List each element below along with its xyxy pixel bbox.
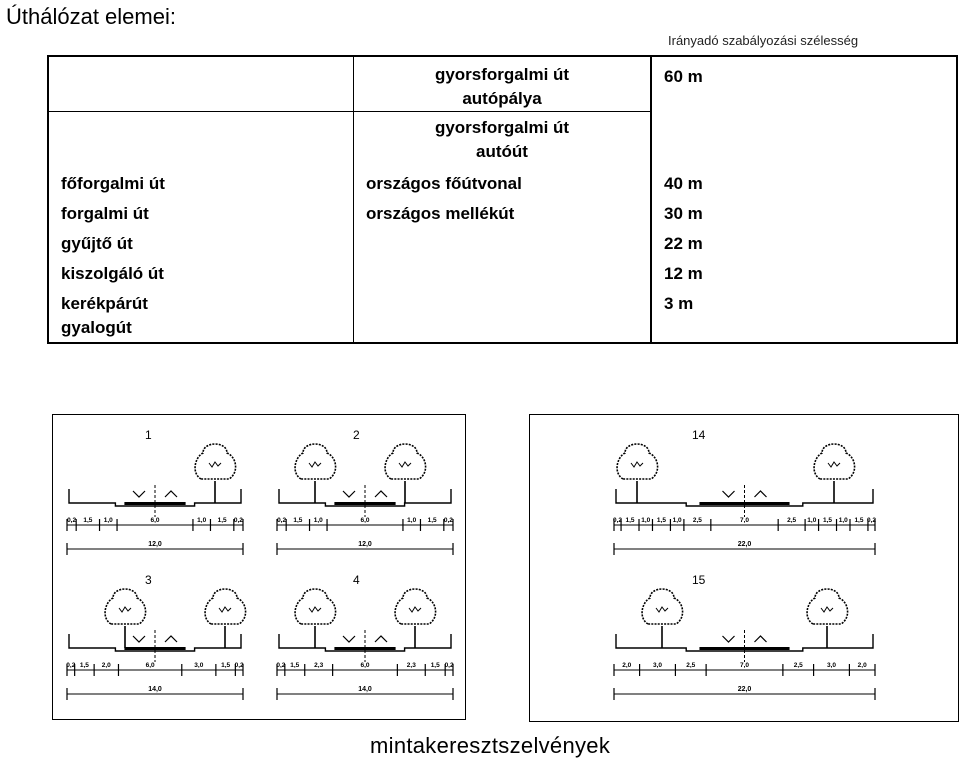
dimension-label: 2,5 <box>692 517 702 524</box>
tree-icon <box>395 589 436 648</box>
dimension-label: 2,5 <box>793 662 803 669</box>
dimension-label: 1,5 <box>823 517 833 524</box>
cross-section-1 <box>67 428 243 555</box>
section-number: 2 <box>353 428 360 442</box>
dimension-label: 0,2 <box>66 662 76 669</box>
dimension-label: 0,2 <box>276 662 286 669</box>
dimension-label: 0,2 <box>443 517 453 524</box>
row-category: gyűjtő út <box>48 226 354 256</box>
dimension-label: 1,5 <box>83 517 93 524</box>
road-hierarchy-table <box>47 55 958 344</box>
table-row <box>48 168 957 196</box>
dimension-label: 1,5 <box>854 517 864 524</box>
cross-section-15 <box>614 573 875 700</box>
dimension-label: 1,5 <box>290 662 300 669</box>
direction-arrow-icon <box>165 491 177 497</box>
row-type <box>354 256 652 286</box>
row-category <box>48 112 354 169</box>
cross-section-3 <box>66 573 245 700</box>
direction-arrow-icon <box>133 636 145 642</box>
type-line: gyorsforgalmi út <box>434 65 570 84</box>
row-type <box>354 226 652 256</box>
dimension-label: 2,0 <box>622 662 632 669</box>
dimension-label: 3,0 <box>652 662 663 669</box>
row-width: 3 m <box>664 294 694 313</box>
section-number: 14 <box>692 428 706 442</box>
dimension-label: 2,0 <box>101 662 111 669</box>
table-row <box>48 286 957 343</box>
width-column-header: Irányadó szabályozási szélesség <box>668 33 859 48</box>
dimension-label: 1,0 <box>641 517 651 524</box>
total-width-label: 14,0 <box>358 686 372 693</box>
dimension-label: 6,0 <box>145 662 155 669</box>
dimension-label: 2,0 <box>857 662 867 669</box>
dimension-label: 0,2 <box>67 517 77 524</box>
direction-arrow-icon <box>343 491 355 497</box>
dimension-label: 0,2 <box>277 517 287 524</box>
dimension-label: 1,0 <box>407 517 417 524</box>
direction-arrow-icon <box>375 491 387 497</box>
total-width-label: 12,0 <box>148 541 162 548</box>
type-line: autópálya <box>462 89 542 108</box>
row-type <box>354 112 652 169</box>
dimension-label: 1,0 <box>103 517 113 524</box>
figure-caption: mintakeresztszelvények <box>370 733 611 758</box>
table-row <box>48 196 957 226</box>
row-width: 12 m <box>664 264 703 283</box>
tree-icon <box>814 444 855 503</box>
tree-icon <box>105 589 146 648</box>
tree-icon <box>642 589 683 648</box>
cross-section-panel-left <box>52 414 466 720</box>
dimension-label: 1,5 <box>430 662 440 669</box>
row-width: 40 m <box>664 174 703 193</box>
tree-icon <box>205 589 246 648</box>
dimension-label: 6,0 <box>360 662 370 669</box>
dimension-label: 1,5 <box>427 517 437 524</box>
dimension-label: 1,5 <box>625 517 635 524</box>
cross-section-4 <box>276 573 454 700</box>
dimension-label: 0,2 <box>613 517 623 524</box>
section-number: 1 <box>145 428 152 442</box>
dimension-label: 2,3 <box>314 662 324 669</box>
direction-arrow-icon <box>375 636 387 642</box>
dimension-label: 2,3 <box>406 662 416 669</box>
category-line: kerékpárút <box>61 294 148 313</box>
direction-arrow-icon <box>343 636 355 642</box>
direction-arrow-icon <box>755 491 767 497</box>
dimension-label: 0,2 <box>233 517 243 524</box>
dimension-label: 1,0 <box>313 517 323 524</box>
section-number: 3 <box>145 573 152 587</box>
dimension-label: 1,0 <box>672 517 682 524</box>
row-category <box>48 56 354 112</box>
category-line: gyalogút <box>61 318 132 337</box>
row-category: forgalmi út <box>48 196 354 226</box>
direction-arrow-icon <box>755 636 767 642</box>
row-category: kiszolgáló út <box>48 256 354 286</box>
tree-icon <box>295 589 336 648</box>
dimension-label: 0,2 <box>866 517 876 524</box>
tree-icon <box>385 444 426 503</box>
tree-icon <box>807 589 848 648</box>
row-width <box>651 56 957 168</box>
tree-icon <box>295 444 336 503</box>
panel-right-svg <box>530 415 958 721</box>
row-type <box>354 286 652 343</box>
page-title: Úthálózat elemei: <box>6 4 176 29</box>
table-row <box>48 56 957 112</box>
row-type <box>354 56 652 112</box>
tree-icon <box>617 444 658 503</box>
cross-section-14 <box>613 428 876 555</box>
row-width: 22 m <box>664 234 703 253</box>
row-type: országos főútvonal <box>354 168 652 196</box>
dimension-label: 6,0 <box>150 517 160 524</box>
total-width-label: 22,0 <box>737 541 752 548</box>
table-row <box>48 226 957 256</box>
dimension-label: 0,2 <box>234 662 244 669</box>
dimension-label: 3,0 <box>194 662 204 669</box>
section-number: 15 <box>692 573 706 587</box>
row-width: 30 m <box>664 204 703 223</box>
dimension-label: 3,0 <box>826 662 837 669</box>
dimension-label: 7,0 <box>739 662 750 669</box>
dimension-label: 1,0 <box>807 517 817 524</box>
dimension-label: 1,5 <box>656 517 666 524</box>
cross-section-panel-right <box>529 414 959 722</box>
row-category <box>48 286 354 343</box>
direction-arrow-icon <box>723 636 735 642</box>
total-width-label: 12,0 <box>358 541 372 548</box>
dimension-label: 1,0 <box>838 517 848 524</box>
type-line: gyorsforgalmi út <box>434 118 570 137</box>
dimension-label: 2,5 <box>787 517 797 524</box>
dimension-label: 0,2 <box>444 662 454 669</box>
cross-section-2 <box>277 428 453 555</box>
dimension-label: 7,0 <box>739 517 750 524</box>
dimension-label: 1,0 <box>197 517 207 524</box>
direction-arrow-icon <box>133 491 145 497</box>
total-width-label: 22,0 <box>737 686 752 693</box>
dimension-label: 1,5 <box>221 662 231 669</box>
width-value: 60 m <box>664 67 703 86</box>
row-category: főforgalmi út <box>48 168 354 196</box>
dimension-label: 2,5 <box>686 662 696 669</box>
dimension-label: 1,5 <box>293 517 303 524</box>
dimension-label: 1,5 <box>79 662 89 669</box>
direction-arrow-icon <box>723 491 735 497</box>
total-width-label: 14,0 <box>148 686 162 693</box>
tree-icon <box>195 444 236 503</box>
type-line: autóút <box>476 142 528 161</box>
direction-arrow-icon <box>165 636 177 642</box>
row-type: országos mellékút <box>354 196 652 226</box>
dimension-label: 1,5 <box>217 517 227 524</box>
section-number: 4 <box>353 573 360 587</box>
panel-left-svg <box>53 415 465 719</box>
table-row <box>48 256 957 286</box>
dimension-label: 6,0 <box>360 517 370 524</box>
